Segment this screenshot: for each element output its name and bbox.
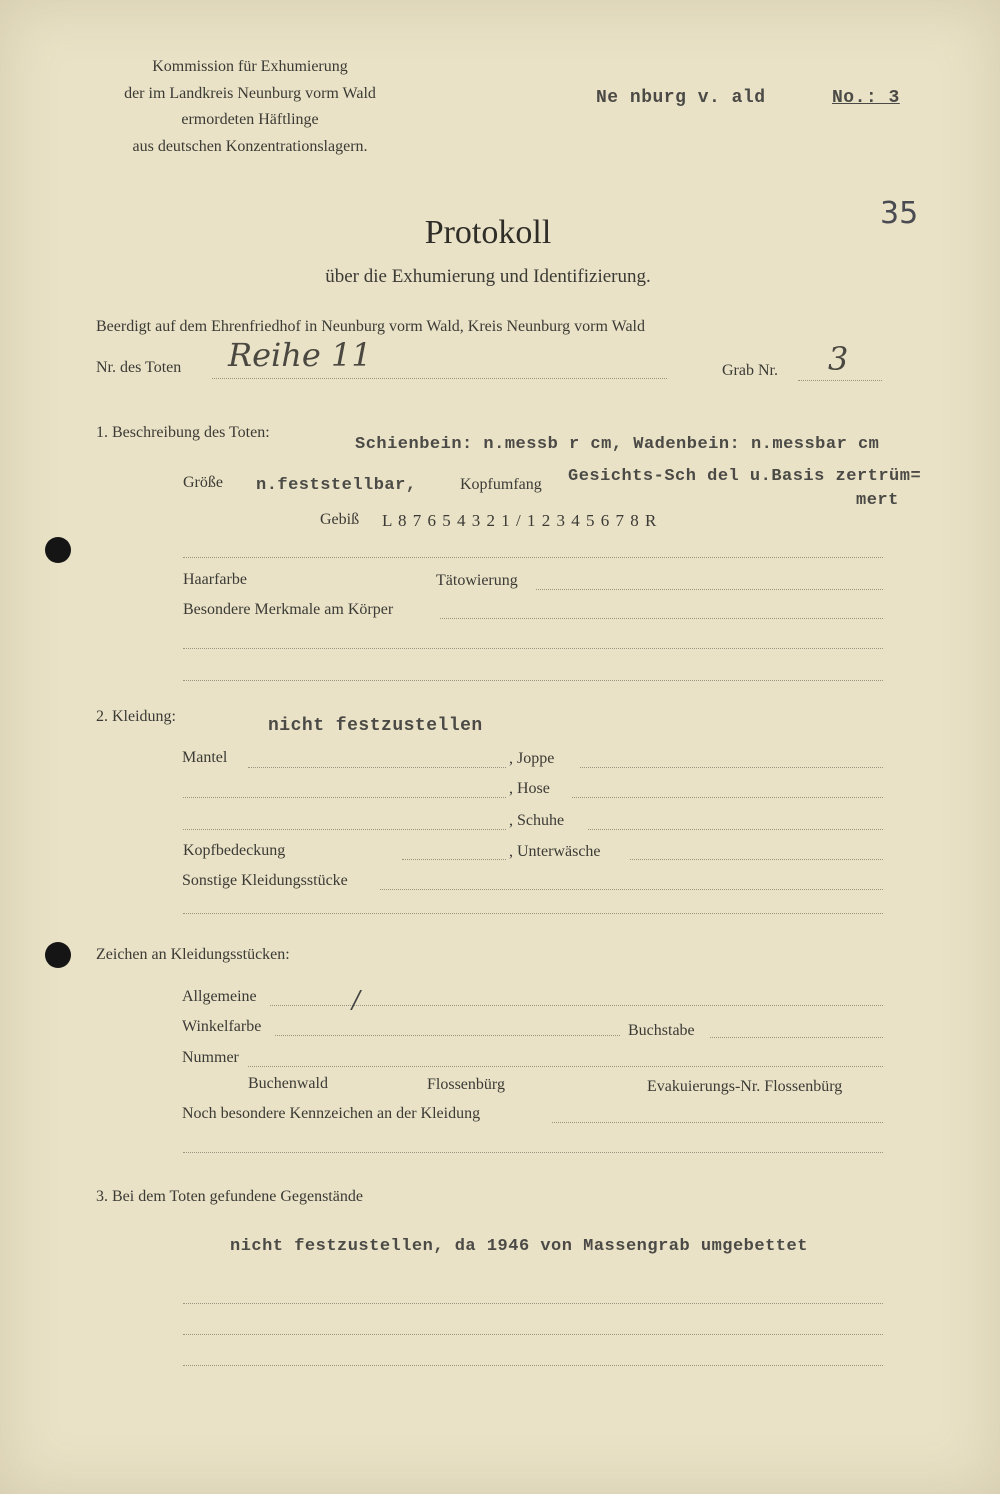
number-stamp: No.: 3 <box>832 88 900 108</box>
general-label: Allgemeine <box>182 988 257 1005</box>
marks-heading: Zeichen an Kleidungsstücken: <box>96 946 290 963</box>
grave-value: 3 <box>828 340 849 378</box>
dead-number-label: Nr. des Toten <box>96 359 182 376</box>
section3-heading: 3. Bei dem Toten gefundene Gegenstände <box>96 1188 363 1205</box>
commission-line: ermordeten Häftlinge <box>181 111 319 128</box>
commission-line: der im Landkreis Neunburg vorm Wald <box>124 84 376 102</box>
punch-hole-bottom <box>45 942 71 968</box>
hair-label: Haarfarbe <box>183 571 247 588</box>
buchenwald-label: Buchenwald <box>248 1075 328 1092</box>
number-label: Nummer <box>182 1049 239 1066</box>
teeth-label: Gebiß <box>320 511 360 528</box>
commission-line: Kommission für Exhumierung <box>152 58 348 75</box>
marks-label: Besondere Merkmale am Körper <box>183 601 394 618</box>
trousers-label: , Hose <box>509 780 550 797</box>
items-typed: nicht festzustellen, da 1946 von Massengrab umgebettet <box>230 1237 808 1256</box>
head-label: Kopfumfang <box>460 476 542 493</box>
page-subtitle: über die Exhumierung und Identifizierung. <box>325 266 651 287</box>
section2-heading: 2. Kleidung: <box>96 708 176 725</box>
letter-label: Buchstabe <box>628 1022 695 1039</box>
clothing-typed: nicht festzustellen <box>268 716 483 736</box>
check-mark: / <box>352 986 361 1014</box>
description-typed: Schienbein: n.messb r cm, Wadenbein: n.messbar cm <box>355 435 880 454</box>
size-label: Größe <box>183 474 223 491</box>
page-title: Protokoll <box>424 214 552 251</box>
jacket-label: , Joppe <box>509 750 555 767</box>
coat-label: Mantel <box>182 749 228 766</box>
size-value: n.feststellbar, <box>256 476 417 495</box>
teeth-value: L 8 7 6 5 4 3 2 1 / 1 2 3 4 5 6 7 8 R <box>382 511 658 530</box>
commission-block <box>80 54 420 160</box>
place-stamp: Ne nburg v. ald <box>596 88 766 108</box>
flossenburg-label: Flossenbürg <box>427 1076 505 1093</box>
dead-number-value: Reihe 11 <box>228 336 372 374</box>
other-marks-label: Noch besondere Kennzeichen an der Kleidung <box>182 1105 481 1122</box>
head-value-line1: Gesichts-Sch del u.Basis zertrüm= <box>568 467 922 486</box>
angle-color-label: Winkelfarbe <box>182 1018 262 1035</box>
headwear-label: Kopfbedeckung <box>183 842 286 859</box>
burial-text: Beerdigt auf dem Ehrenfriedhof in Neunburg vorm Wald, Kreis Neunburg vorm Wald <box>96 318 645 335</box>
grave-label: Grab Nr. <box>722 362 778 379</box>
page-number: 35 <box>880 196 919 231</box>
evac-label: Evakuierungs-Nr. Flossenbürg <box>647 1078 843 1095</box>
head-value-line2: mert <box>856 491 899 510</box>
other-clothing-label: Sonstige Kleidungsstücke <box>182 872 348 889</box>
commission-line: aus deutschen Konzentrationslagern. <box>132 137 368 155</box>
punch-hole-top <box>45 537 71 563</box>
underwear-label: , Unterwäsche <box>509 843 601 860</box>
shoes-label: , Schuhe <box>509 812 565 829</box>
section1-heading: 1. Beschreibung des Toten: <box>96 424 270 441</box>
tattoo-label: Tätowierung <box>436 572 518 589</box>
